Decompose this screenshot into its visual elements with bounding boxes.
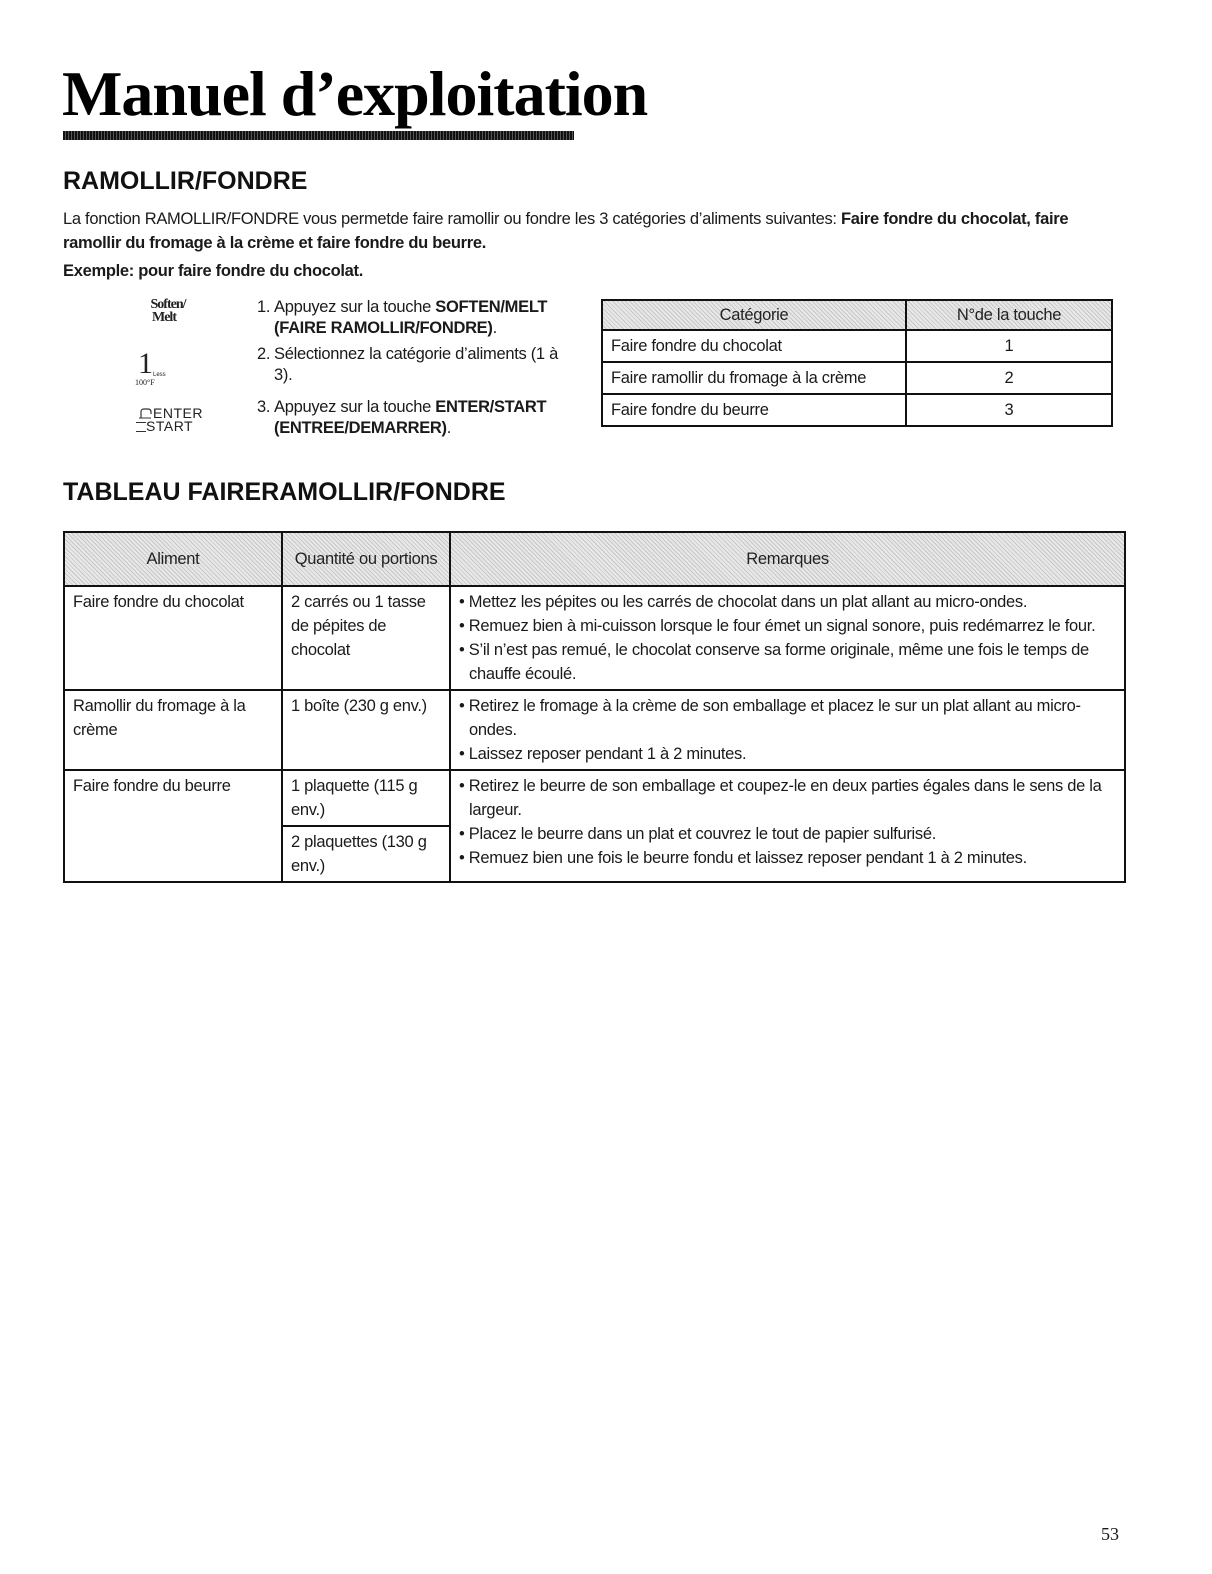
remarques-cell <box>450 690 1125 770</box>
quantite-cell: 1 boîte (230 g env.) <box>282 690 450 770</box>
enter-key-label: ENTER <box>153 405 203 421</box>
step-bold-text: ENTER/START (ENTREE/DEMARRER) <box>274 398 547 437</box>
step-item <box>257 344 577 386</box>
remarques-header: Remarques <box>450 532 1125 586</box>
steps-list <box>257 297 577 439</box>
remarque-item: • Retirez le beurre de son emballage et coupez-le en deux parties égales dans le sens de la largeur. <box>459 777 1102 819</box>
remarque-item: • Mettez les pépites ou les carrés de chocolat dans un plat allant au micro-ondes. <box>459 593 1028 611</box>
table-row <box>602 362 1112 394</box>
title-underline-bar <box>63 131 574 140</box>
step-text: Sélectionnez la catégorie d’aliments (1 à 3). <box>274 345 558 384</box>
intro-bold-text: Faire fondre du chocolat, faire ramollir du fromage à la crème et faire fondre du beurre. <box>63 210 1069 252</box>
soften-key-label: Soften/ <box>150 297 186 312</box>
category-table <box>601 299 1113 427</box>
table-row <box>64 690 1125 770</box>
key-number-cell: 1 <box>906 330 1112 362</box>
section-heading-ramollir: RAMOLLIR/FONDRE <box>63 167 308 195</box>
enter-start-key-icon <box>140 407 210 433</box>
step-text: Appuyez sur la touche <box>274 298 436 316</box>
section-heading-tableau: TABLEAU FAIRERAMOLLIR/FONDRE <box>63 478 506 506</box>
table-row <box>64 586 1125 690</box>
remarque-item: • Placez le beurre dans un plat et couvrez le tout de papier sulfurisé. <box>459 825 937 843</box>
remarque-item: • Laissez reposer pendant 1 à 2 minutes. <box>459 745 747 763</box>
step-tail: . <box>492 319 497 337</box>
remarque-item: • Remuez bien à mi-cuisson lorsque le four émet un signal sonore, puis redémarrez le four. <box>459 617 1096 635</box>
start-key-label <box>140 420 210 433</box>
aliment-cell: Faire fondre du beurre <box>64 770 282 882</box>
melt-key-label: Melt <box>152 310 176 325</box>
example-line: Exemple: pour faire fondre du chocolat. <box>63 262 364 280</box>
step-number: 3. <box>257 398 271 416</box>
quantite-header: Quantité ou portions <box>282 532 450 586</box>
remarque-item: • Remuez bien une fois le beurre fondu et laissez reposer pendant 1 à 2 minutes. <box>459 849 1027 867</box>
remarque-item: • S’il n’est pas remué, le chocolat conserve sa forme originale, même une fois le temps de chauffe écoulé. <box>459 641 1089 683</box>
one-key-less-label: Less <box>153 372 166 378</box>
page-number: 53 <box>1101 1524 1119 1544</box>
step-bold-text: SOFTEN/MELT (FAIRE RAMOLLIR/FONDRE) <box>274 298 548 337</box>
remarques-cell <box>450 770 1125 882</box>
step-text: Appuyez sur la touche <box>274 398 436 416</box>
category-header: Catégorie <box>602 300 906 330</box>
intro-text: La fonction RAMOLLIR/FONDRE vous permetde faire ramollir ou fondre les 3 catégories d’aliments suivantes: <box>63 210 841 228</box>
soften-melt-key-icon <box>128 298 208 324</box>
step-item <box>257 297 577 339</box>
number-one-key-icon <box>135 347 208 388</box>
category-cell: Faire fondre du chocolat <box>602 330 906 362</box>
quantite-cell: 1 plaquette (115 g env.) <box>282 770 450 826</box>
category-cell: Faire fondre du beurre <box>602 394 906 426</box>
one-key-temp-label: 100°F <box>135 378 155 387</box>
remarque-item: • Retirez le fromage à la crème de son emballage et placez le sur un plat allant au micro-ondes. <box>459 697 1081 739</box>
remarques-cell <box>450 586 1125 690</box>
table-row <box>602 394 1112 426</box>
step-number: 2. <box>257 345 271 363</box>
aliment-cell: Faire fondre du chocolat <box>64 586 282 690</box>
table-row <box>602 330 1112 362</box>
intro-paragraph <box>63 207 1123 255</box>
one-key-number: 1 <box>138 347 153 380</box>
quantite-cell: 2 plaquettes (130 g env.) <box>282 826 450 882</box>
start-lines-icon <box>136 422 146 432</box>
key-number-cell: 3 <box>906 394 1112 426</box>
key-number-cell: 2 <box>906 362 1112 394</box>
step-item <box>257 397 577 439</box>
page-title: Manuel d’exploitation <box>62 58 648 129</box>
table-row <box>64 770 1125 826</box>
start-key-text: START <box>146 418 194 434</box>
aliment-header: Aliment <box>64 532 282 586</box>
step-tail: . <box>446 419 452 437</box>
step-number: 1. <box>257 298 271 316</box>
key-number-header: N°de la touche <box>906 300 1112 330</box>
category-cell: Faire ramollir du fromage à la crème <box>602 362 906 394</box>
category-table-header-row <box>602 300 1112 330</box>
aliment-cell: Ramollir du fromage à la crème <box>64 690 282 770</box>
quantite-cell: 2 carrés ou 1 tasse de pépites de chocolat <box>282 586 450 690</box>
soften-melt-table-header-row <box>64 532 1125 586</box>
soften-melt-table <box>63 531 1126 883</box>
